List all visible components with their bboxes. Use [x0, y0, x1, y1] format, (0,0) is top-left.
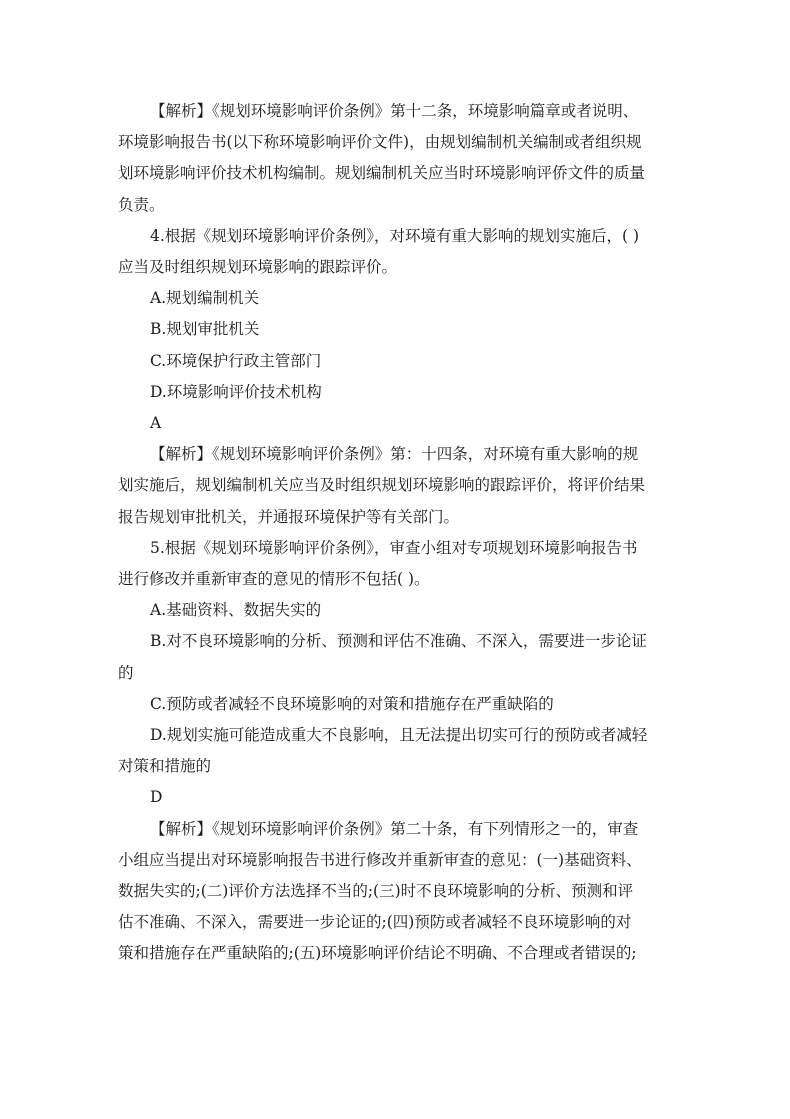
text-line: B.对不良环境影响的分析、预测和评估不准确、不深入，需要进一步论证 [150, 632, 647, 651]
text-line: 【解析】《规划环境影响评价条例》第二十条，有下列情形之一的，审查 [150, 819, 639, 838]
question-4-option-b: B.规划审批机关 [150, 320, 260, 339]
text-line: 划实施后，规划编制机关应当及时组织规划环境影响的跟踪评价，将评价结果 [118, 476, 646, 495]
text-line: 【解析】《规划环境影响评价条例》第：十四条，对环境有重大影响的规 [150, 445, 639, 464]
analysis-paragraph-q5 [118, 814, 666, 970]
text-line: 【解析】《规划环境影响评价条例》第十二条，环境影响篇章或者说明、 [150, 102, 639, 120]
text-line: 对策和措施的 [118, 757, 212, 776]
text-line: 的 [118, 663, 134, 682]
question-4-option-c: C.环境保护行政主管部门 [150, 351, 322, 370]
text-line: 数据失实的;(二)评价方法选择不当的;(三)时不良环境影响的分析、预测和评 [118, 882, 634, 901]
analysis-paragraph-q3 [118, 96, 666, 221]
text-line: 环境影响报告书(以下称环境影响评价文件)，由规划编制机关编制或者组织规 [118, 133, 642, 152]
question-4-option-a: A.规划编制机关 [150, 289, 260, 308]
question-5-stem [118, 533, 666, 595]
question-4-option-d: D.环境影响评价技术机构 [150, 382, 322, 401]
text-line: 划环境影响评价技术机构编制。规划编制机关应当时环境影响评侨文件的质量 [118, 164, 646, 183]
text-line: 估不准确、不深入，需要进一步论证的;(四)预防或者减轻不良环境影响的对 [118, 913, 632, 932]
question-4-answer: A [150, 414, 162, 433]
question-5-option-b [118, 626, 666, 688]
text-line: 策和措施存在严重缺陷的;(五)环境影响评价结论不明确、不合理或者错误的; [118, 944, 637, 963]
text-line: 4.根据《规划环境影响评价条例》，对环境有重大影响的规划实施后，( ) [150, 226, 640, 245]
question-5-answer: D [150, 788, 163, 807]
text-line: 报告规划审批机关，并通报环境保护等有关部门。 [118, 507, 460, 526]
text-line: 小组应当提出对环境影响报告书进行修改并重新审查的意见：(一)基础资料、 [118, 850, 642, 869]
question-5-option-a: A.基础资料、数据失实的 [150, 601, 322, 620]
question-4-stem [118, 221, 666, 283]
document-body [118, 96, 666, 970]
question-5-option-c: C.预防或者减轻不良环境影响的对策和措施存在严重缺陷的 [150, 694, 554, 713]
question-5-option-d [118, 720, 666, 782]
text-line: 进行修改并重新审查的意见的情形不包括( )。 [118, 570, 430, 589]
text-line: 应当及时组织规划环境影响的跟踪评价。 [118, 258, 398, 277]
text-line: 负责。 [118, 195, 165, 214]
text-line: 5.根据《规划环境影响评价条例》，审查小组对专项规划环境影响报告书 [150, 538, 638, 557]
text-line: D.规划实施可能造成重大不良影响，且无法提出切实可行的预防或者减轻 [150, 726, 648, 745]
analysis-paragraph-q4 [118, 439, 666, 533]
